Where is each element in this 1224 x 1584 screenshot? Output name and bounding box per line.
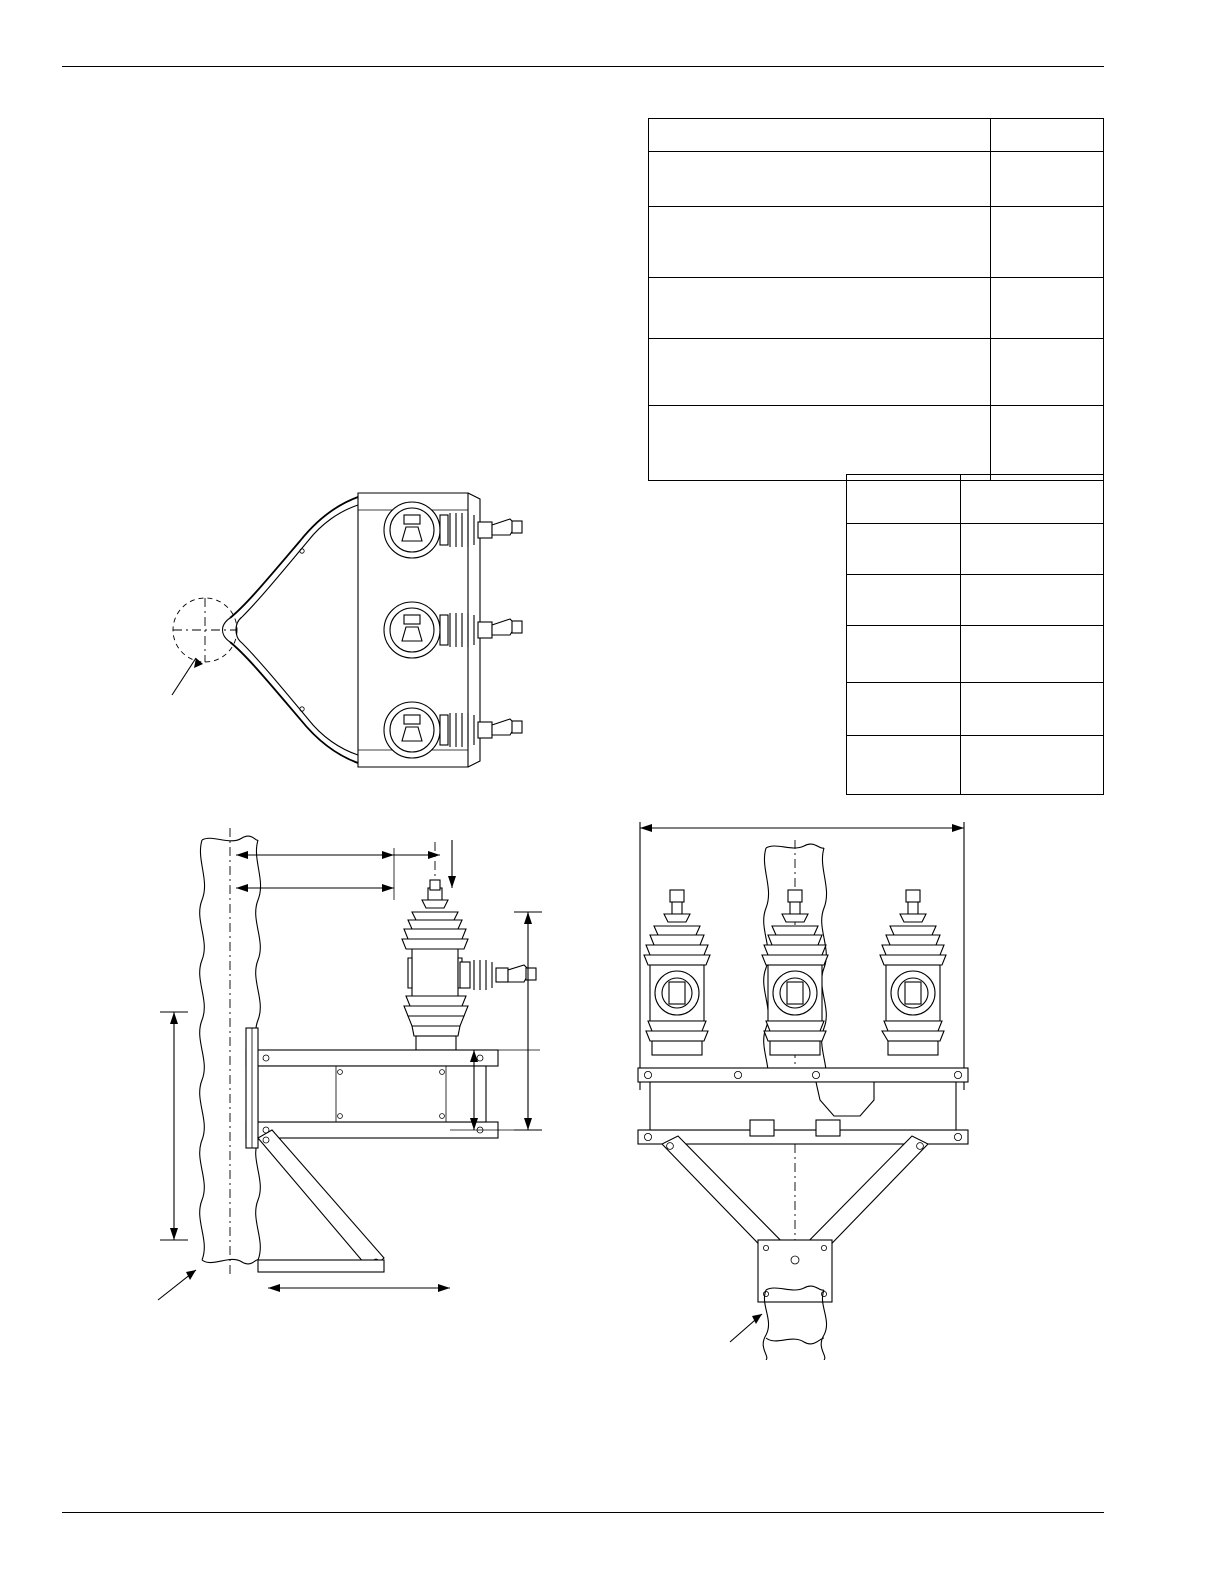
table-row: [649, 119, 1104, 152]
ratings-value: [990, 119, 1103, 152]
table-row: [847, 626, 1104, 683]
table-row: [847, 575, 1104, 626]
side-view-drawing: [140, 800, 640, 1360]
table-row: [847, 683, 1104, 736]
dimension-key: [847, 683, 961, 736]
dimension-key: [847, 575, 961, 626]
table-row: [649, 207, 1104, 278]
bushing-front-center: [762, 890, 828, 1055]
ratings-label: [649, 406, 991, 481]
ratings-label: [649, 207, 991, 278]
bushing-front-right: [880, 890, 946, 1055]
ratings-label: [649, 119, 991, 152]
dimension-key: [847, 626, 961, 683]
ratings-label: [649, 278, 991, 339]
dimension-value: [961, 736, 1104, 795]
dimension-value: [961, 524, 1104, 575]
table-row: [847, 524, 1104, 575]
dimension-value: [961, 683, 1104, 736]
footer-rule: [62, 1512, 1104, 1513]
table-row: [847, 475, 1104, 524]
dimension-key: [847, 524, 961, 575]
top-view-drawing: [150, 455, 620, 825]
table-row: [847, 736, 1104, 795]
front-view-drawing: [620, 790, 1020, 1360]
header-rule: [62, 66, 1104, 67]
dimension-value: [961, 626, 1104, 683]
ratings-label: [649, 339, 991, 406]
ratings-value: [990, 278, 1103, 339]
bushing-terminal: [422, 880, 448, 908]
table-row: [649, 406, 1104, 481]
ratings-value: [990, 152, 1103, 207]
dimensions-table: [846, 474, 1104, 795]
dimension-value: [961, 575, 1104, 626]
dimension-key: [847, 736, 961, 795]
ratings-value: [990, 406, 1103, 481]
table-row: [649, 152, 1104, 207]
ratings-table: [648, 118, 1104, 481]
dimension-key: [847, 475, 961, 524]
bushing-front-left: [644, 890, 710, 1055]
ratings-value: [990, 207, 1103, 278]
ratings-value: [990, 339, 1103, 406]
table-row: [649, 278, 1104, 339]
dimension-value: [961, 475, 1104, 524]
ratings-label: [649, 152, 991, 207]
table-row: [649, 339, 1104, 406]
